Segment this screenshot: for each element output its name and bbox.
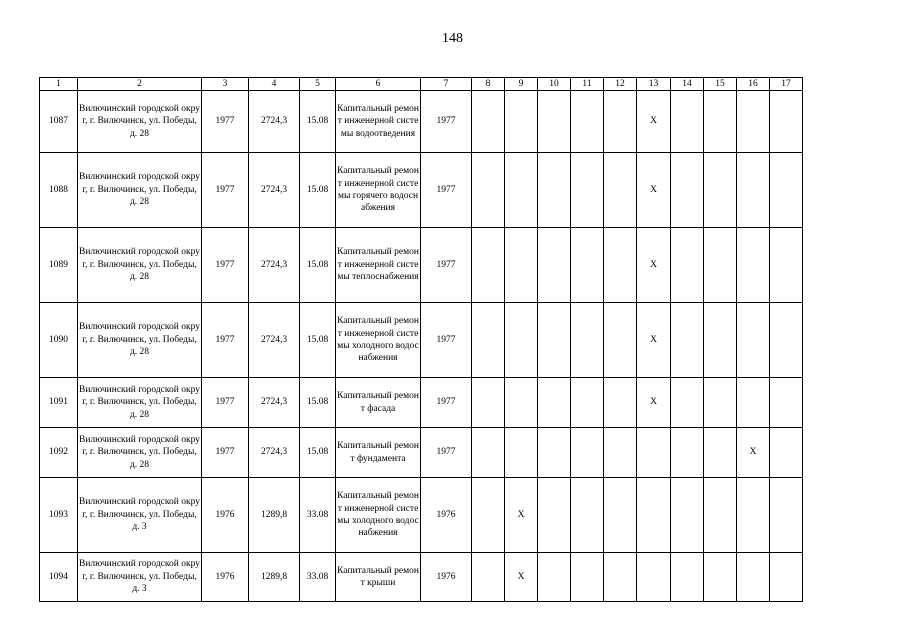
work-type-cell: Капитальный ремонт инженерной системы холодного водоснабжения [336,478,421,553]
work-type-cell: Капитальный ремонт инженерной системы горячего водоснабжения [336,153,421,228]
row-number: 1092 [40,428,78,478]
empty-cell [472,303,505,378]
empty-cell [637,478,671,553]
work-type-cell: Капитальный ремонт инженерной системы холодного водоснабжения [336,303,421,378]
empty-cell [671,153,704,228]
year-cell: 1977 [421,91,472,153]
empty-cell [472,228,505,303]
mark-cell: Х [637,153,671,228]
empty-cell [472,478,505,553]
mark-cell: Х [637,228,671,303]
empty-cell [505,228,538,303]
empty-cell [604,553,637,602]
empty-cell [770,428,803,478]
work-type-cell: Капитальный ремонт крыши [336,553,421,602]
empty-cell [704,228,737,303]
wear-cell: 15.08 [300,153,336,228]
empty-cell [604,378,637,428]
column-header: 7 [421,78,472,91]
empty-cell [604,428,637,478]
empty-cell [571,553,604,602]
column-header: 16 [737,78,770,91]
empty-cell [571,303,604,378]
empty-cell [637,553,671,602]
empty-cell [737,378,770,428]
wear-cell: 15.08 [300,303,336,378]
work-type-cell: Капитальный ремонт инженерной системы теплоснабжения [336,228,421,303]
table-row [40,303,803,378]
column-header: 8 [472,78,505,91]
column-header: 5 [300,78,336,91]
empty-cell [571,153,604,228]
row-number: 1087 [40,91,78,153]
year-cell: 1977 [421,303,472,378]
year-cell: 1977 [202,303,249,378]
column-header: 17 [770,78,803,91]
table-row [40,228,803,303]
table-row [40,91,803,153]
table-row [40,478,803,553]
empty-cell [704,378,737,428]
year-cell: 1977 [421,153,472,228]
empty-cell [737,478,770,553]
table-row [40,428,803,478]
address-cell: Вилючинский городской округ, г. Вилючинск, ул. Победы,д. 28 [78,228,202,303]
mark-cell: Х [637,91,671,153]
empty-cell [472,153,505,228]
empty-cell [472,378,505,428]
year-cell: 1976 [421,478,472,553]
row-number: 1094 [40,553,78,602]
column-header: 11 [571,78,604,91]
wear-cell: 15.08 [300,428,336,478]
address-cell: Вилючинский городской округ, г. Вилючинск, ул. Победы,д. 28 [78,378,202,428]
year-cell: 1977 [421,378,472,428]
row-number: 1090 [40,303,78,378]
empty-cell [737,153,770,228]
empty-cell [770,228,803,303]
area-cell: 2724,3 [249,228,300,303]
empty-cell [505,378,538,428]
wear-cell: 33.08 [300,553,336,602]
address-cell: Вилючинский городской округ, г. Вилючинск, ул. Победы,д. 28 [78,91,202,153]
year-cell: 1977 [202,378,249,428]
column-header: 3 [202,78,249,91]
wear-cell: 15.08 [300,378,336,428]
empty-cell [737,553,770,602]
register-table [39,77,803,602]
row-number: 1089 [40,228,78,303]
empty-cell [671,228,704,303]
empty-cell [571,228,604,303]
year-cell: 1977 [202,91,249,153]
empty-cell [538,91,571,153]
mark-cell: Х [505,553,538,602]
mark-cell: Х [637,378,671,428]
column-header: 6 [336,78,421,91]
empty-cell [571,91,604,153]
column-header: 2 [78,78,202,91]
empty-cell [737,228,770,303]
empty-cell [770,153,803,228]
column-header: 14 [671,78,704,91]
empty-cell [571,478,604,553]
empty-cell [671,378,704,428]
empty-cell [472,428,505,478]
area-cell: 2724,3 [249,91,300,153]
empty-cell [505,153,538,228]
empty-cell [604,303,637,378]
empty-cell [538,153,571,228]
empty-cell [637,428,671,478]
column-header: 12 [604,78,637,91]
empty-cell [671,303,704,378]
mark-cell: Х [637,303,671,378]
year-cell: 1976 [202,553,249,602]
column-header: 9 [505,78,538,91]
empty-cell [505,91,538,153]
empty-cell [770,91,803,153]
work-type-cell: Капитальный ремонт инженерной системы водоотведения [336,91,421,153]
area-cell: 2724,3 [249,153,300,228]
year-cell: 1977 [202,153,249,228]
empty-cell [538,428,571,478]
address-cell: Вилючинский городской округ, г. Вилючинск, ул. Победы,д. 28 [78,303,202,378]
empty-cell [770,378,803,428]
row-number: 1093 [40,478,78,553]
empty-cell [671,428,704,478]
year-cell: 1977 [421,228,472,303]
column-header: 4 [249,78,300,91]
column-header: 1 [40,78,78,91]
column-header: 10 [538,78,571,91]
empty-cell [472,91,505,153]
wear-cell: 15.08 [300,91,336,153]
empty-cell [671,478,704,553]
work-type-cell: Капитальный ремонт фундамента [336,428,421,478]
table-row [40,153,803,228]
empty-cell [604,478,637,553]
table-row [40,378,803,428]
area-cell: 1289,8 [249,553,300,602]
area-cell: 2724,3 [249,303,300,378]
empty-cell [538,228,571,303]
empty-cell [704,153,737,228]
year-cell: 1977 [202,228,249,303]
year-cell: 1976 [202,478,249,553]
year-cell: 1976 [421,553,472,602]
empty-cell [571,428,604,478]
empty-cell [538,378,571,428]
empty-cell [704,428,737,478]
row-number: 1088 [40,153,78,228]
empty-cell [704,478,737,553]
year-cell: 1977 [202,428,249,478]
work-type-cell: Капитальный ремонт фасада [336,378,421,428]
empty-cell [538,478,571,553]
table-row [40,553,803,602]
empty-cell [538,303,571,378]
area-cell: 2724,3 [249,378,300,428]
empty-cell [505,428,538,478]
empty-cell [604,228,637,303]
column-header: 13 [637,78,671,91]
header-row [40,78,803,91]
empty-cell [571,378,604,428]
empty-cell [770,553,803,602]
empty-cell [538,553,571,602]
empty-cell [770,303,803,378]
area-cell: 1289,8 [249,478,300,553]
empty-cell [671,91,704,153]
empty-cell [770,478,803,553]
empty-cell [704,91,737,153]
page-number: 148 [442,31,463,46]
empty-cell [737,91,770,153]
row-number: 1091 [40,378,78,428]
address-cell: Вилючинский городской округ, г. Вилючинск, ул. Победы,д. 28 [78,428,202,478]
mark-cell: Х [737,428,770,478]
mark-cell: Х [505,478,538,553]
empty-cell [604,153,637,228]
wear-cell: 33.08 [300,478,336,553]
area-cell: 2724,3 [249,428,300,478]
empty-cell [704,303,737,378]
year-cell: 1977 [421,428,472,478]
empty-cell [704,553,737,602]
empty-cell [671,553,704,602]
empty-cell [472,553,505,602]
address-cell: Вилючинский городской округ, г. Вилючинск, ул. Победы,д. 3 [78,553,202,602]
empty-cell [604,91,637,153]
wear-cell: 15.08 [300,228,336,303]
address-cell: Вилючинский городской округ, г. Вилючинск, ул. Победы,д. 28 [78,153,202,228]
empty-cell [737,303,770,378]
address-cell: Вилючинский городской округ, г. Вилючинск, ул. Победы,д. 3 [78,478,202,553]
empty-cell [505,303,538,378]
column-header: 15 [704,78,737,91]
